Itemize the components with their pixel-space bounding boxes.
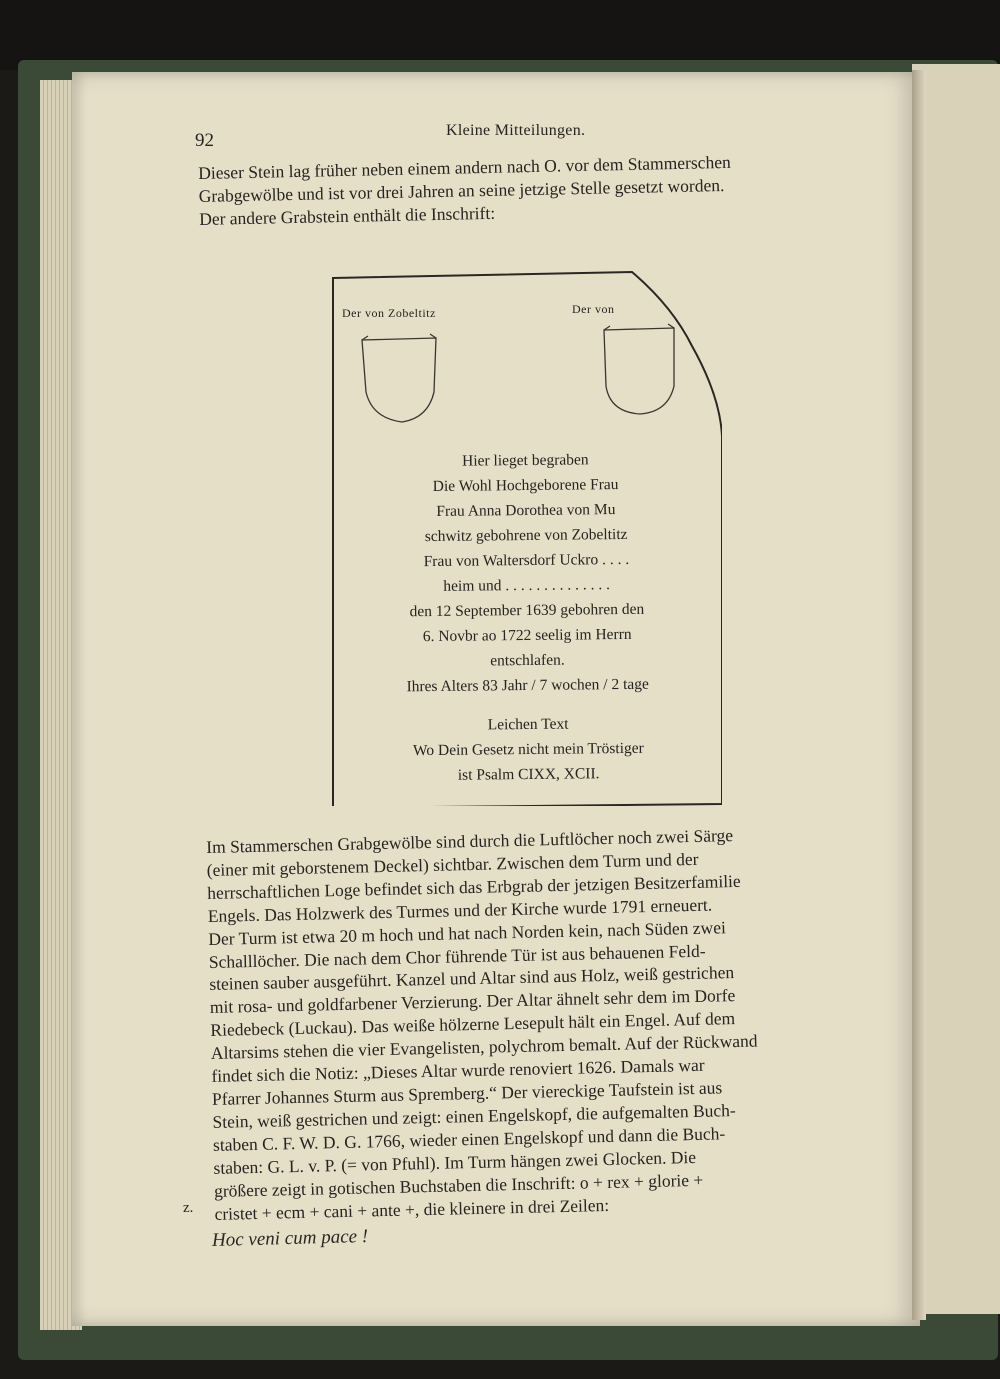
body-line: Im Stammerschen Grabgewölbe sind durch die Luftlöcher noch zwei Särge <box>206 825 734 857</box>
intro-line: Grabgewölbe und ist vor drei Jahren an seine jetzige Stelle gesetzt worden. <box>198 174 725 206</box>
inscription-line: 6. Novbr ao 1722 seelig im Herrn <box>422 625 632 646</box>
body-line: (einer mit geborstenem Deckel) sichtbar. Zwischen dem Turm und der <box>206 848 699 880</box>
body-line: cristet + ecm + cani + ante +, die kleinere in drei Zeilen: <box>214 1194 610 1224</box>
body-line: Stein, weiß gestrichen und zeigt: einen Engelskopf, die aufgemalten Buch- <box>212 1099 736 1132</box>
crest-shield-left <box>362 334 436 422</box>
inscription-line: Die Wohl Hochgeborene Frau <box>432 476 619 495</box>
crest-label-left: Der von Zobeltitz <box>342 306 436 320</box>
inscription-line: heim und . . . . . . . . . . . . . . <box>443 576 611 595</box>
inscription-line: Frau Anna Dorothea von Mu <box>436 501 616 520</box>
body-line: Schalllöcher. Die nach dem Chor führende Tür ist aus behauenen Feld- <box>208 940 706 972</box>
body-line: herrschaftlichen Loge befindet sich das Erbgrab der jetzigen Besitzerfamilie <box>207 870 741 903</box>
intro-line: Der andere Grabstein enthält die Inschrift: <box>198 202 496 229</box>
inscription-line: Frau von Waltersdorf Uckro . . . . <box>423 550 630 571</box>
inscription-line: schwitz gebohrene von Zobeltitz <box>424 525 628 546</box>
handwritten-note: Hoc veni cum pace ! <box>211 1225 369 1252</box>
body-line: steinen sauber ausgeführt. Kanzel und Altar sind aus Holz, weiß gestrichen <box>209 962 735 995</box>
body-line: staben C. F. W. D. G. 1766, wieder einen Engelskopf und dann die Buch- <box>212 1123 726 1155</box>
page-number: 92 <box>195 130 214 151</box>
inscription-line: entschlafen. <box>490 651 565 670</box>
inscription-line: Ihres Alters 83 Jahr / 7 wochen / 2 tage <box>406 675 649 696</box>
page-gutter <box>912 70 926 1320</box>
body-line: Der Turm ist etwa 20 m hoch und hat nach Norden kein, nach Süden zwei <box>208 916 727 949</box>
body-line: mit rosa- und goldfarbener Verzierung. Der Altar ähnelt sehr dem im Dorfe <box>209 985 736 1018</box>
body-paragraph <box>206 821 871 1225</box>
body-line: findet sich die Notiz: „Dieses Altar wurde renoviert 1626. Damals war <box>211 1054 705 1086</box>
intro-line: Dieser Stein lag früher neben einem andern nach O. vor dem Stammerschen <box>198 151 731 183</box>
body-line: Altarsims stehen die vier Evangelisten, polychrom bemalt. Auf der Rückwand <box>210 1030 758 1064</box>
funeral-text-line: Wo Dein Gesetz nicht mein Tröstiger <box>412 739 644 760</box>
body-line: Engels. Das Holzwerk des Turmes und der Kirche wurde 1791 erneuert. <box>207 894 713 926</box>
intro-paragraph <box>198 148 849 231</box>
crest-shield-right <box>604 324 674 414</box>
margin-note: z. <box>183 1200 194 1216</box>
gravestone-inscription <box>360 446 694 788</box>
body-line: Pfarrer Johannes Sturm aus Spremberg.“ Der viereckige Taufstein ist aus <box>211 1077 723 1109</box>
inscription-line: den 12 September 1639 gebohren den <box>409 600 645 621</box>
body-line: staben: G. L. v. P. (= von Pfuhl). Im Turm hängen zwei Glocken. Die <box>213 1146 697 1178</box>
funeral-text-line: Leichen Text <box>487 715 569 734</box>
inscription-line: Hier lieget begraben <box>462 451 589 470</box>
funeral-text-line: ist Psalm CIXX, XCII. <box>457 765 600 784</box>
body-line: Riedebeck (Luckau). Das weiße hölzerne Lesepult hält ein Engel. Auf dem <box>210 1008 736 1041</box>
gravestone-figure <box>332 266 722 806</box>
running-head: Kleine Mitteilungen. <box>446 122 586 139</box>
body-line: größere zeigt in gotischen Buchstaben die Inschrift: o + rex + glorie + <box>213 1169 704 1201</box>
crest-label-right: Der von <box>572 302 615 316</box>
